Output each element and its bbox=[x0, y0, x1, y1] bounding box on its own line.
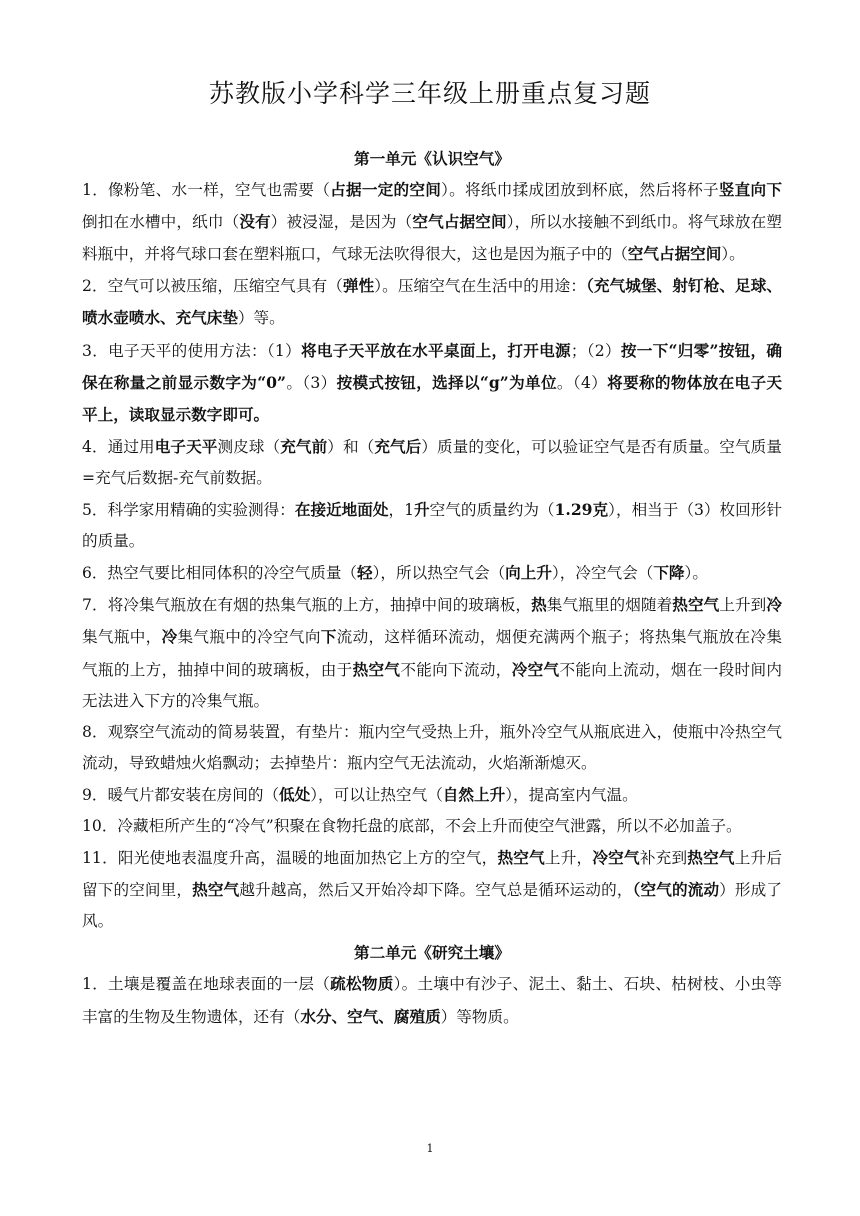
emphasis-text: 向上升 bbox=[505, 563, 552, 583]
emphasis-text: 低处 bbox=[279, 784, 311, 804]
emphasis-text: 热空气 bbox=[672, 595, 720, 615]
body-text: 集气瓶里的烟随着 bbox=[546, 596, 673, 615]
emphasis-text: 升 bbox=[414, 500, 430, 520]
body-text: 不能向上流动，烟在一段时间内无法进入下方的冷集气瓶。 bbox=[82, 660, 782, 710]
body-text: 越升越高，然后又开始冷却下降。空气总是循环运动的， bbox=[239, 881, 633, 900]
body-text: ，1 bbox=[388, 501, 415, 520]
emphasis-text: 按模式按钮，选择以“g”为单位 bbox=[336, 372, 557, 392]
emphasis-text: 电子天平 bbox=[154, 436, 218, 456]
list-item bbox=[82, 335, 782, 431]
body-text: 1．像粉笔、水一样，空气也需要（ bbox=[82, 181, 331, 200]
body-text: ）被浸湿，是因为（ bbox=[270, 213, 413, 232]
emphasis-text: 热空气 bbox=[687, 848, 735, 868]
emphasis-text: 下 bbox=[320, 627, 337, 647]
list-item bbox=[82, 557, 782, 589]
body-text: ）。将纸巾揉成团放到杯底，然后将杯子 bbox=[441, 181, 719, 200]
emphasis-text: 冷 bbox=[766, 595, 782, 615]
body-text: 倒扣在水槽中，纸巾（ bbox=[82, 213, 240, 232]
body-text: ），所以热空气会（ bbox=[372, 564, 506, 583]
body-text: 不能向下流动， bbox=[400, 660, 512, 679]
unit-2-heading: 第二单元《研究土壤》 bbox=[354, 943, 510, 963]
emphasis-text: （空气的流动 bbox=[632, 880, 720, 900]
document-title: 苏教版小学科学三年级上册重点复习题 bbox=[208, 79, 651, 108]
emphasis-text: 冷空气 bbox=[592, 848, 640, 868]
body-text: 空气的质量约为（ bbox=[429, 501, 555, 520]
list-item bbox=[82, 589, 782, 716]
body-text: ）形成了风。 bbox=[82, 881, 782, 931]
body-text: ；（2） bbox=[570, 341, 621, 360]
list-item bbox=[82, 968, 782, 1032]
body-text: ）和（ bbox=[327, 437, 375, 456]
unit-2-items bbox=[82, 968, 782, 1032]
emphasis-text: 冷 bbox=[161, 627, 178, 647]
emphasis-text: 空气占据空间 bbox=[627, 244, 722, 264]
emphasis-text: 1.29克 bbox=[554, 500, 609, 520]
body-text: 上升到 bbox=[719, 596, 767, 615]
emphasis-text: 按一下“归零”按钮，确保在称量之前显示数字为“0” bbox=[82, 340, 782, 392]
body-text: 10．冷藏柜所产生的“冷气”积聚在食物托盘的底部，不会上升而使空气泄露，所以不必加盖子。 bbox=[82, 816, 742, 835]
body-text: 上升后留下的空间里， bbox=[82, 849, 782, 900]
body-text: ），提高室内气温。 bbox=[505, 785, 638, 804]
body-text: ）等。 bbox=[237, 309, 285, 328]
body-text: 流动，这样循环流动，烟便充满两个瓶子；将热集气瓶放在冷集气瓶的上方，抽掉中间的玻璃板，由于 bbox=[82, 628, 782, 679]
emphasis-text: 疏松物质 bbox=[330, 974, 394, 994]
emphasis-text: （充气城堡、射钉枪、足球、喷水壶喷水、充气床垫 bbox=[82, 276, 783, 328]
emphasis-text: 竖直向下 bbox=[718, 180, 782, 200]
emphasis-text: 热 bbox=[531, 595, 547, 615]
emphasis-text: 在接近地面处 bbox=[294, 500, 389, 520]
list-item bbox=[82, 494, 782, 557]
body-text: ），可以让热空气（ bbox=[310, 785, 443, 804]
emphasis-text: 充气后 bbox=[374, 436, 422, 456]
emphasis-text: 占据一定的空间 bbox=[330, 180, 442, 200]
emphasis-text: 冷空气 bbox=[511, 659, 560, 679]
body-text: 11．阳光使地表温度升高，温暖的地面加热它上方的空气， bbox=[82, 849, 498, 868]
body-text: ）质量的变化，可以验证空气是否有质量。空气质量=充气后数据-充气前数据。 bbox=[82, 437, 782, 487]
unit-1-heading: 第一单元《认识空气》 bbox=[354, 149, 510, 168]
emphasis-text: 自然上升 bbox=[442, 784, 506, 804]
body-text: ）。土壤中有沙子、泥土、黏土、石块、枯树枝、小虫等丰富的生物及生物遗体，还有（ bbox=[82, 975, 783, 1026]
body-text: 测皮球（ bbox=[217, 437, 281, 456]
body-text: 6．热空气要比相同体积的冷空气质量（ bbox=[82, 564, 358, 583]
body-text: ），冷空气会（ bbox=[551, 564, 654, 583]
emphasis-text: 将要称的物体放在电子天平上，读取显示数字即可。 bbox=[82, 372, 783, 424]
body-text: ）。 bbox=[721, 245, 745, 264]
page-number: 1 bbox=[426, 1142, 434, 1155]
body-text: 1．土壤是覆盖在地球表面的一层（ bbox=[82, 975, 331, 994]
emphasis-text: 空气占据空间 bbox=[412, 212, 507, 232]
body-text: 5．科学家用精确的实验测得： bbox=[82, 501, 295, 520]
emphasis-text: 热空气 bbox=[497, 848, 545, 868]
emphasis-text: 轻 bbox=[357, 563, 373, 583]
body-text: 。（4） bbox=[556, 373, 608, 392]
emphasis-text: 将电子天平放在水平桌面上，打开电源 bbox=[300, 340, 571, 360]
list-item bbox=[82, 717, 782, 779]
body-text: 上升， bbox=[544, 849, 593, 868]
body-text: 集气瓶中的冷空气向 bbox=[177, 628, 321, 647]
list-item bbox=[82, 431, 782, 494]
body-text: ）等物质。 bbox=[440, 1007, 519, 1026]
emphasis-text: 弹性 bbox=[342, 276, 375, 296]
body-text: 3．电子天平的使用方法：（1） bbox=[82, 341, 301, 360]
emphasis-text: 充气前 bbox=[280, 436, 328, 456]
body-text: ）。 bbox=[684, 564, 708, 583]
unit-1-items bbox=[82, 174, 782, 937]
body-text: 4．通过用 bbox=[82, 437, 155, 456]
body-text: ），所以水接触不到纸巾。将气球放在塑料瓶中，并将气球口套在塑料瓶口，气球无法吹得很大，这也是因为瓶子中的（ bbox=[82, 213, 782, 264]
body-text: 集气瓶中， bbox=[82, 628, 162, 647]
body-text: 2．空气可以被压缩，压缩空气具有（ bbox=[82, 277, 343, 296]
list-item bbox=[82, 270, 782, 334]
list-item bbox=[82, 779, 782, 811]
body-text: 。（3） bbox=[286, 373, 337, 392]
body-text: ）。压缩空气在生活中的用途： bbox=[374, 277, 587, 296]
body-text: 9．暖气片都安装在房间的（ bbox=[82, 785, 280, 804]
emphasis-text: 热空气 bbox=[192, 880, 240, 900]
body-text: ），相当于（3）枚回形针的质量。 bbox=[82, 501, 782, 551]
body-text: 8．观察空气流动的简易装置，有垫片：瓶内空气受热上升，瓶外冷空气从瓶底进入，使瓶中冷热空气流动，导致蜡烛火焰飘动；去掉垫片：瓶内空气无法流动，火焰渐渐熄灭。 bbox=[82, 722, 782, 772]
list-item bbox=[82, 811, 782, 842]
list-item bbox=[82, 174, 782, 270]
body-text: 补充到 bbox=[639, 849, 688, 868]
body-text: 7．将冷集气瓶放在有烟的热集气瓶的上方，抽掉中间的玻璃板， bbox=[82, 596, 532, 615]
emphasis-text: 水分、空气、腐殖质 bbox=[300, 1006, 441, 1026]
emphasis-text: 热空气 bbox=[352, 659, 401, 679]
emphasis-text: 下降 bbox=[653, 563, 685, 583]
document-body bbox=[82, 143, 782, 1033]
list-item bbox=[82, 842, 782, 937]
emphasis-text: 没有 bbox=[239, 212, 271, 232]
